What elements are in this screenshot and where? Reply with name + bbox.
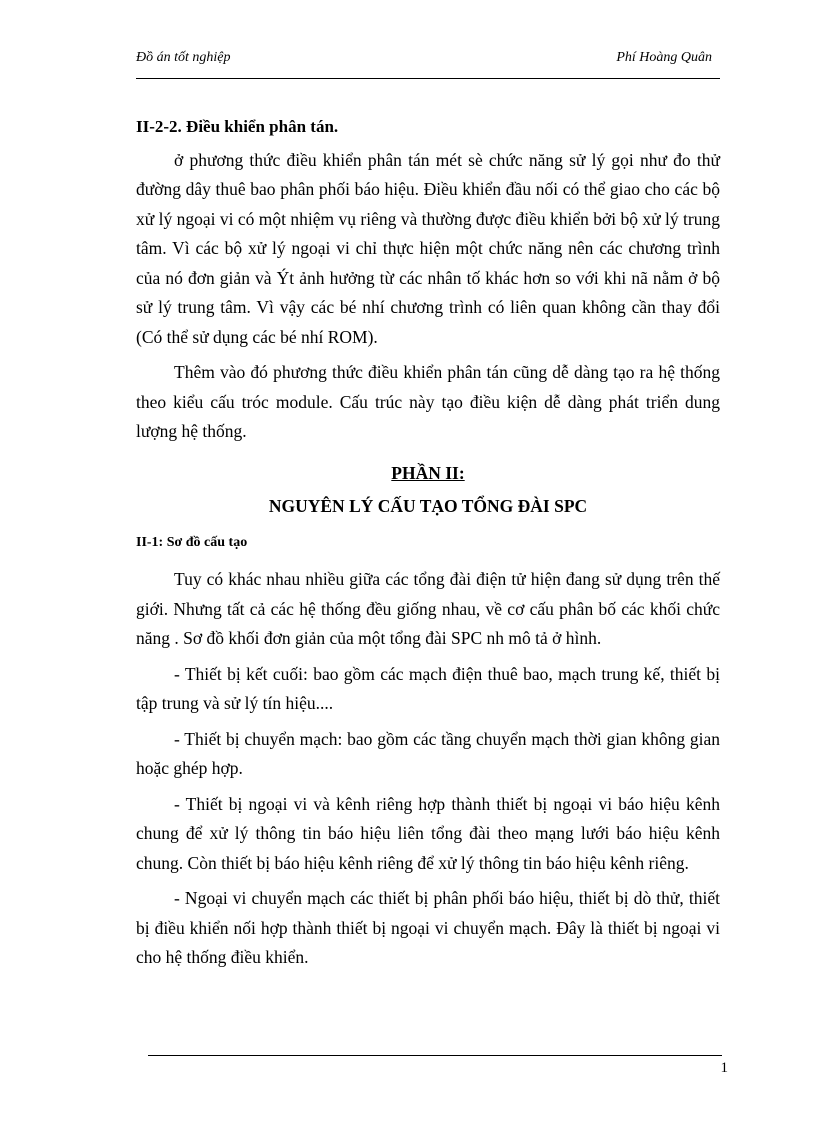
paragraph: Tuy có khác nhau nhiều giữa các tổng đài điện tử hiện đang sử dụng trên thế giới. Nhưng tất cả các hệ thống đều giống nhau, về cơ cấu phân bố các khối chức năng . Sơ đồ khối đơn giản của một tổng đài SPC nh mô tả ở hình.: [136, 569, 720, 648]
list-item: - Ngoại vi chuyển mạch các thiết bị phân phối báo hiệu, thiết bị dò thử, thiết bị điều khiển nối hợp thành thiết bị ngoại vi chuyển mạch. Đây là thiết bị ngoại vi cho hệ thống điều khiển.: [136, 888, 720, 967]
page-number: 1: [720, 1060, 728, 1076]
document-body: [136, 112, 720, 979]
page-header: [136, 50, 720, 79]
paragraph: ở phương thức điều khiển phân tán mét sè chức năng sử lý gọi như đo thử đường dây thuê bao phân phối báo hiệu. Điều khiển đầu nối có thể giao cho các bộ xử lý ngoại vi có một nhiệm vụ riêng và thường được điều khiển bởi bộ xử lý trung tâm. Vì các bộ xử lý ngoại vi chỉ thực hiện một chức năng nên các chương trình của nó đơn giản và Ýt ảnh hưởng từ các nhân tố khác hơn so với khi nã nằm ở bộ sử lý trung tâm. Vì vậy các bé nhí chương trình có liên quan không cần thay đổi (Có thể sử dụng các bé nhí ROM).: [136, 149, 720, 347]
header-author: Phí Hoàng Quân: [616, 50, 712, 65]
footer-divider: [148, 1055, 722, 1056]
sub-heading: II-1: Sơ đồ cấu tạo: [136, 534, 248, 550]
list-item: - Thiết bị ngoại vi và kênh riêng hợp thành thiết bị ngoại vi báo hiệu kênh chung để xử lý thông tin báo hiệu liên tổng đài theo mạng lưới báo hiệu kênh chung. Còn thiết bị báo hiệu kênh riêng để xử lý thông tin báo hiệu kênh riêng.: [136, 793, 720, 873]
header-title: Đồ án tốt nghiệp: [136, 50, 231, 65]
section-heading: II-2-2. Điều khiển phân tán.: [136, 117, 339, 136]
paragraph: Thêm vào đó phương thức điều khiển phân tán cũng dễ dàng tạo ra hệ thống theo kiểu cấu tróc module. Cấu trúc này tạo điều kiện dễ dàng phát triển dung lượng hệ thống.: [136, 362, 720, 441]
part-subtitle: NGUYÊN LÝ CẤU TẠO TỔNG ĐÀI SPC: [268, 496, 588, 516]
part-title: PHẦN II:: [391, 462, 465, 483]
list-item: - Thiết bị kết cuối: bao gồm các mạch điện thuê bao, mạch trung kế, thiết bị tập trung và sử lý tín hiệu....: [136, 663, 720, 713]
list-item: - Thiết bị chuyển mạch: bao gồm các tầng chuyển mạch thời gian không gian hoặc ghép hợp.: [136, 728, 720, 778]
